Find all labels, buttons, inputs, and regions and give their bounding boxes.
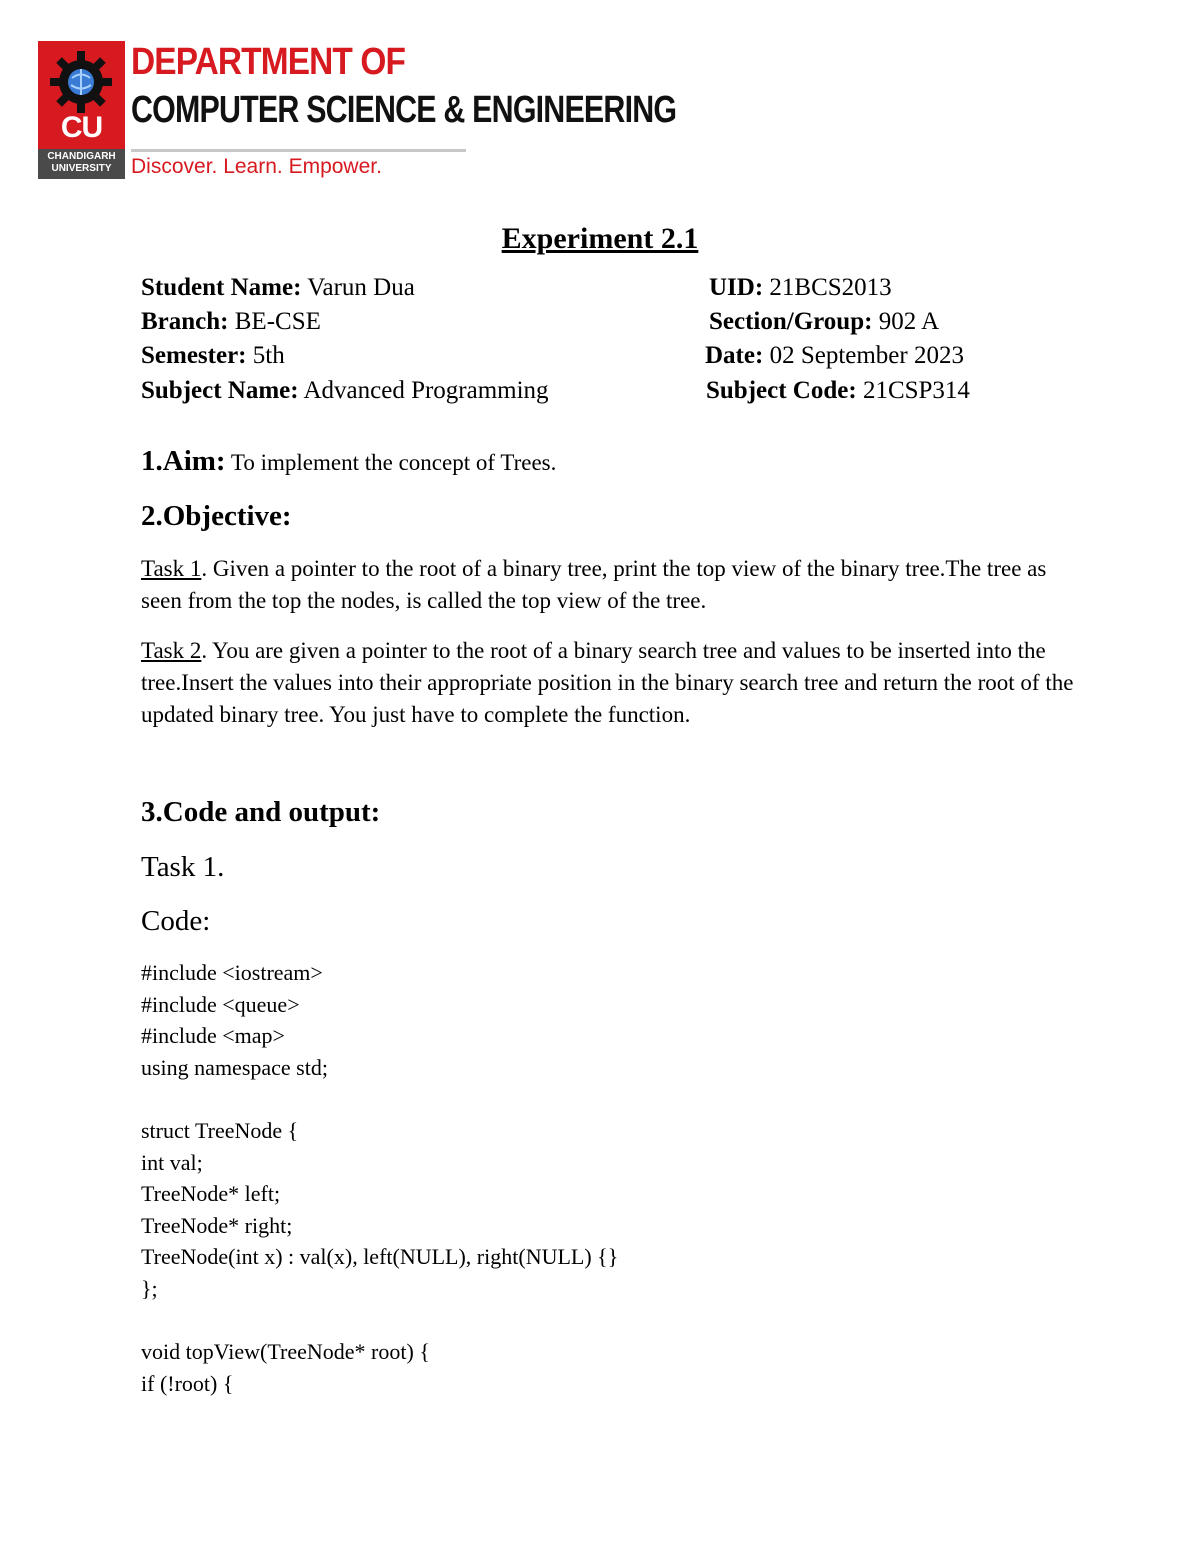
header-divider [131, 149, 466, 152]
task1-description: Task 1. Given a pointer to the root of a binary tree, print the top view of the binary tree.The tree as seen from the top the nodes, is called the top view of the tree. [141, 556, 1047, 613]
aim-section [141, 445, 556, 478]
semester: Semester: 5th [141, 342, 285, 369]
subject-code: Subject Code: 21CSP314 [706, 377, 970, 404]
code-block: #include <iostream> #include <queue> #include <map> using namespace std; struct TreeNode { int val; TreeNode* left; TreeNode* right; TreeNode(int x) : val(x), left(NULL), right(NULL) {} }; void topView(TreeNode* root) { if (!root) { [141, 960, 619, 1396]
code-label: Code: [141, 905, 211, 937]
logo-initials: CU [60, 111, 103, 144]
department-line-1: DEPARTMENT OF [131, 41, 406, 83]
task2-description: Task 2. You are given a pointer to the root of a binary search tree and values to be inserted into the tree.Insert the values into their appropriate position in the binary search tree and return the root of the updated binary tree. You just have to complete the function. [141, 638, 1074, 727]
university-logo [38, 41, 125, 179]
task1-label: Task 1 [141, 556, 202, 581]
uid: UID: 21BCS2013 [709, 274, 892, 301]
code-output-heading: 3.Code and output: [141, 796, 381, 828]
branch: Branch: BE-CSE [141, 308, 321, 335]
objective-heading: 2.Objective: [141, 500, 292, 532]
aim-heading: 1.Aim: [141, 445, 226, 477]
gear-globe-icon [46, 47, 116, 117]
header [38, 41, 718, 181]
task2-label: Task 2 [141, 638, 202, 663]
subject-name: Subject Name: Advanced Programming [141, 377, 549, 404]
student-name: Student Name: Varun Dua [141, 274, 415, 301]
task1-heading: Task 1. [141, 851, 225, 883]
logo-university-name: CHANDIGARH UNIVERSITY [47, 151, 116, 174]
page-title: Experiment 2.1 [501, 222, 699, 255]
department-line-2: COMPUTER SCIENCE & ENGINEERING [131, 89, 677, 131]
section-group: Section/Group: 902 A [709, 308, 940, 335]
tagline: Discover. Learn. Empower. [131, 155, 382, 178]
date: Date: 02 September 2023 [705, 342, 964, 369]
aim-text: To implement the concept of Trees. [225, 450, 557, 475]
